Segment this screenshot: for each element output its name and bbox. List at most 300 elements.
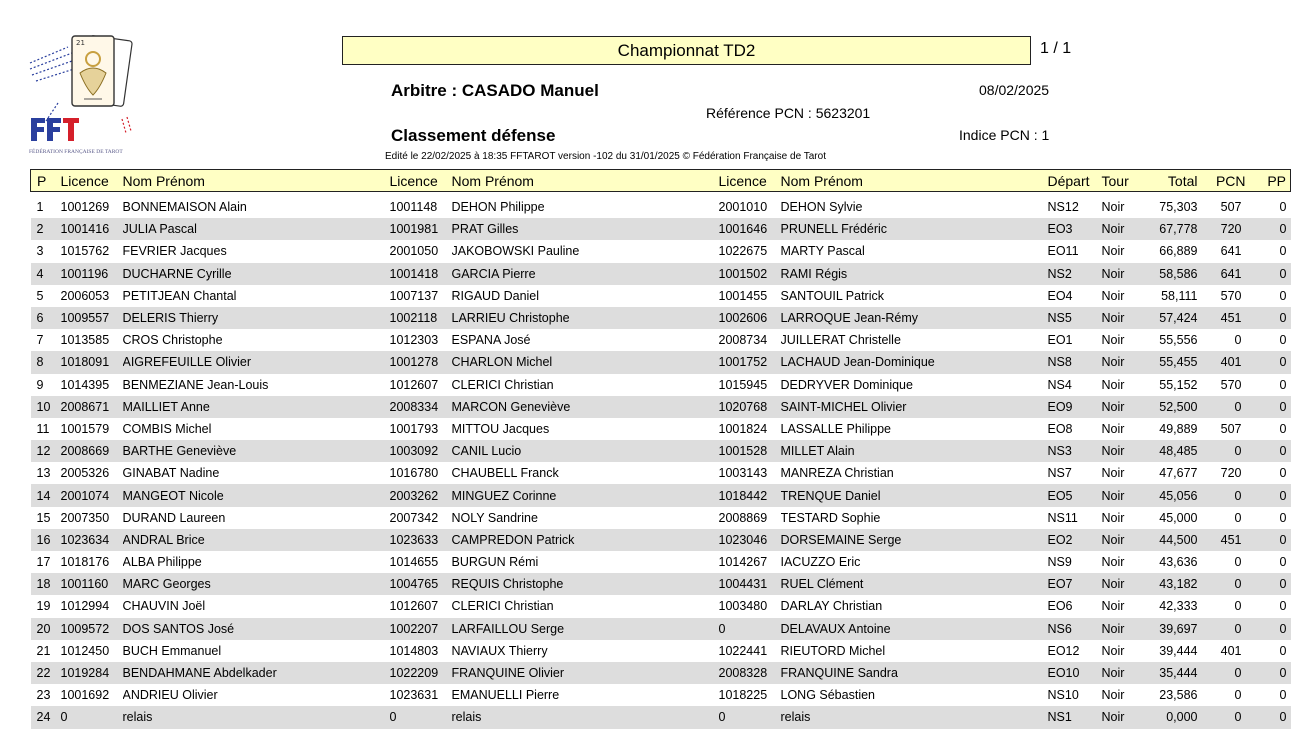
- cell-name-1: AIGREFEUILLE Olivier: [123, 351, 390, 373]
- cell-name-2: MINGUEZ Corinne: [452, 484, 719, 506]
- cell-total: 47,677: [1159, 466, 1198, 481]
- cell-depart: NS4: [1047, 377, 1072, 392]
- table-row: [31, 351, 1291, 373]
- cell-licence-3: 1004431: [719, 573, 781, 595]
- cell-pcn: 641: [1220, 244, 1242, 259]
- cell-position: 14: [31, 484, 61, 506]
- cell-position: 1: [36, 200, 44, 215]
- cell-name-1: ALBA Philippe: [122, 555, 202, 570]
- col-header-licence: Licence: [390, 170, 452, 192]
- cell-name-3: RAMI Régis: [781, 263, 1048, 285]
- cell-position: 6: [31, 307, 61, 329]
- cell-name-2: ESPANA José: [451, 333, 531, 348]
- cell-total: 57,424: [1144, 307, 1198, 329]
- cell-licence-3: 1014267: [718, 555, 768, 570]
- cell-tour: Noir: [1101, 244, 1125, 259]
- cell-licence-1: 1001196: [61, 263, 123, 285]
- cell-tour: Noir: [1102, 263, 1144, 285]
- cell-depart: EO6: [1047, 599, 1073, 614]
- cell-name-1: MARC Georges: [123, 573, 390, 595]
- cell-licence-2: 1016780: [389, 466, 439, 481]
- cell-pp: 0: [1246, 351, 1291, 373]
- cell-pp: 0: [1279, 421, 1287, 436]
- cell-name-1: ANDRAL Brice: [123, 529, 390, 551]
- table-row: [31, 218, 1291, 240]
- fft-letters: [31, 118, 79, 141]
- cell-licence-2: 1014655: [389, 555, 439, 570]
- cell-pp: 0: [1279, 510, 1287, 525]
- cell-tour: Noir: [1101, 643, 1125, 658]
- fft-logo: [28, 33, 140, 158]
- col-header-position: P: [31, 170, 61, 192]
- cell-tour: Noir: [1101, 599, 1125, 614]
- table-row: [31, 418, 1291, 440]
- cell-name-2: CLERICI Christian: [451, 377, 554, 392]
- cell-pp: 0: [1246, 484, 1291, 506]
- cell-pp: 0: [1279, 244, 1287, 259]
- cell-total: 23,586: [1159, 688, 1198, 703]
- cell-name-3: DEDRYVER Dominique: [780, 377, 913, 392]
- cell-licence-2: 1012607: [389, 377, 439, 392]
- edition-info: Edité le 22/02/2025 à 18:35 FFTAROT version -102 du 31/01/2025 © Fédération Française de Tarot: [385, 151, 826, 162]
- cell-licence-1: 2007350: [60, 510, 110, 525]
- cell-licence-3: 1018225: [718, 688, 768, 703]
- cell-licence-3: 2008869: [718, 510, 768, 525]
- cell-licence-3: 1003143: [718, 466, 768, 481]
- cell-name-3: LONG Sébastien: [780, 688, 875, 703]
- cell-licence-1: 1001416: [61, 218, 123, 240]
- referee-label: Arbitre : CASADO Manuel: [391, 81, 599, 100]
- cell-position: 7: [36, 333, 44, 348]
- cell-name-1: FEVRIER Jacques: [122, 244, 227, 259]
- table-row: [31, 285, 1291, 307]
- cell-licence-2: 1022209: [390, 662, 452, 684]
- cell-name-1: BENMEZIANE Jean-Louis: [122, 377, 269, 392]
- cell-name-3: DORSEMAINE Serge: [781, 529, 1048, 551]
- cell-position: 16: [31, 529, 61, 551]
- cell-name-3: MARTY Pascal: [780, 244, 865, 259]
- cell-depart: EO11: [1047, 244, 1079, 259]
- cell-name-2: FRANQUINE Olivier: [452, 662, 719, 684]
- cell-pcn: 507: [1220, 421, 1242, 436]
- cell-depart: NS12: [1047, 200, 1079, 215]
- cell-position: 15: [36, 510, 51, 525]
- cell-pp: 0: [1279, 599, 1287, 614]
- cell-total: 44,500: [1144, 529, 1198, 551]
- cell-name-1: BONNEMAISON Alain: [122, 200, 247, 215]
- cell-pcn: 0: [1234, 333, 1242, 348]
- logo-caption: FÉDÉRATION FRANÇAISE DE TAROT: [29, 149, 123, 155]
- cell-licence-1: 1018091: [61, 351, 123, 373]
- cell-licence-2: 0: [390, 706, 452, 728]
- cell-licence-1: 2008669: [61, 440, 123, 462]
- cell-depart: EO12: [1047, 643, 1080, 658]
- table-row: [31, 263, 1291, 285]
- cell-name-2: CHAUBELL Franck: [451, 466, 559, 481]
- col-header-depart: Départ: [1048, 170, 1102, 192]
- cell-position: 10: [31, 396, 61, 418]
- cell-total: 66,889: [1159, 244, 1198, 259]
- cell-total: 42,333: [1159, 599, 1198, 614]
- cell-name-3: MANREZA Christian: [780, 466, 894, 481]
- results-table: [30, 169, 1291, 729]
- cell-name-1: JULIA Pascal: [123, 218, 390, 240]
- cell-licence-2: 1012303: [389, 333, 439, 348]
- cell-name-2: NOLY Sandrine: [451, 510, 538, 525]
- cell-depart: EO5: [1048, 484, 1102, 506]
- cell-tour: Noir: [1101, 377, 1125, 392]
- cell-pcn: 720: [1198, 218, 1246, 240]
- cell-licence-2: 1023631: [389, 688, 439, 703]
- cell-licence-2: 1012607: [389, 599, 439, 614]
- cell-licence-3: 2008328: [719, 662, 781, 684]
- cell-position: 9: [36, 377, 44, 392]
- cell-pp: 0: [1246, 263, 1291, 285]
- cell-total: 0,000: [1144, 706, 1198, 728]
- cell-depart: EO2: [1048, 529, 1102, 551]
- cell-pp: 0: [1246, 706, 1291, 728]
- cell-licence-3: 1001528: [719, 440, 781, 462]
- cell-pp: 0: [1246, 218, 1291, 240]
- cell-pcn: 570: [1220, 288, 1242, 303]
- cell-position: 22: [31, 662, 61, 684]
- cell-licence-2: 1001793: [389, 421, 439, 436]
- cell-pcn: 401: [1198, 351, 1246, 373]
- cell-pp: 0: [1279, 643, 1287, 658]
- cell-licence-3: 1003480: [718, 599, 768, 614]
- cell-total: 67,778: [1144, 218, 1198, 240]
- cell-depart: EO7: [1048, 573, 1102, 595]
- cell-name-3: RIEUTORD Michel: [780, 643, 886, 658]
- cell-licence-3: 1001752: [719, 351, 781, 373]
- table-row: [31, 507, 1291, 529]
- cell-pcn: 0: [1234, 510, 1242, 525]
- cell-name-2: relais: [452, 706, 719, 728]
- cell-licence-3: 1018442: [719, 484, 781, 506]
- cell-total: 39,697: [1144, 618, 1198, 640]
- cell-licence-1: 1012450: [60, 643, 110, 658]
- cell-total: 52,500: [1144, 396, 1198, 418]
- cell-depart: NS7: [1047, 466, 1072, 481]
- cell-depart: EO10: [1048, 662, 1102, 684]
- cell-name-3: LARROQUE Jean-Rémy: [781, 307, 1048, 329]
- cell-name-1: CROS Christophe: [122, 333, 223, 348]
- cell-total: 39,444: [1159, 643, 1198, 658]
- cell-position: 23: [36, 688, 51, 703]
- cell-licence-2: 1007137: [389, 288, 439, 303]
- col-header-total: Total: [1144, 170, 1198, 192]
- cell-name-3: TESTARD Sophie: [780, 510, 881, 525]
- cell-total: 43,182: [1144, 573, 1198, 595]
- cell-position: 8: [31, 351, 61, 373]
- cell-depart: NS1: [1048, 706, 1102, 728]
- cell-pcn: 0: [1198, 706, 1246, 728]
- cell-pcn: 451: [1198, 529, 1246, 551]
- col-header-licence: Licence: [61, 170, 123, 192]
- cell-name-3: TRENQUE Daniel: [781, 484, 1048, 506]
- cell-depart: NS9: [1047, 555, 1072, 570]
- col-header-licence: Licence: [719, 170, 781, 192]
- cell-name-2: CANIL Lucio: [452, 440, 719, 462]
- cell-position: 18: [31, 573, 61, 595]
- cell-name-1: DELERIS Thierry: [123, 307, 390, 329]
- cell-licence-1: 1009572: [61, 618, 123, 640]
- col-header-tour: Tour: [1102, 170, 1144, 192]
- cell-name-1: MANGEOT Nicole: [123, 484, 390, 506]
- cell-pcn: 0: [1198, 662, 1246, 684]
- table-header-row: [31, 170, 1291, 192]
- cell-tour: Noir: [1101, 510, 1125, 525]
- cell-licence-1: 1018176: [60, 555, 110, 570]
- ranking-title: Classement défense: [391, 126, 556, 145]
- cell-tour: Noir: [1101, 288, 1125, 303]
- cell-pcn: 0: [1234, 555, 1242, 570]
- cell-name-1: BENDAHMANE Abdelkader: [123, 662, 390, 684]
- cell-pp: 0: [1279, 200, 1287, 215]
- table-row: [31, 440, 1291, 462]
- cell-pp: 0: [1246, 573, 1291, 595]
- cell-name-1: BUCH Emmanuel: [122, 643, 222, 658]
- cell-name-3: MILLET Alain: [781, 440, 1048, 462]
- table-row: [31, 640, 1291, 662]
- cell-name-3: relais: [781, 706, 1048, 728]
- cell-name-2: NAVIAUX Thierry: [451, 643, 548, 658]
- cell-pcn: 641: [1198, 263, 1246, 285]
- cell-licence-1: 2006053: [60, 288, 110, 303]
- cell-licence-3: 1001502: [719, 263, 781, 285]
- cell-name-3: SAINT-MICHEL Olivier: [781, 396, 1048, 418]
- cell-pcn: 0: [1234, 688, 1242, 703]
- cell-licence-3: 1022675: [718, 244, 768, 259]
- cell-tour: Noir: [1101, 688, 1125, 703]
- cell-name-3: LACHAUD Jean-Dominique: [781, 351, 1048, 373]
- cell-pp: 0: [1279, 333, 1287, 348]
- cell-position: 5: [36, 288, 44, 303]
- cell-licence-1: 1019284: [61, 662, 123, 684]
- cell-licence-3: 2001010: [718, 200, 768, 215]
- cell-depart: NS8: [1048, 351, 1102, 373]
- cell-licence-2: 1001981: [390, 218, 452, 240]
- cell-licence-2: 1001418: [390, 263, 452, 285]
- cell-position: 12: [31, 440, 61, 462]
- page-number: 1 / 1: [1040, 40, 1072, 57]
- cell-name-2: CAMPREDON Patrick: [452, 529, 719, 551]
- cell-name-2: REQUIS Christophe: [452, 573, 719, 595]
- cell-licence-3: 0: [719, 618, 781, 640]
- cell-licence-3: 1023046: [719, 529, 781, 551]
- cell-licence-2: 1023633: [390, 529, 452, 551]
- cell-name-1: DOS SANTOS José: [123, 618, 390, 640]
- cell-name-1: GINABAT Nadine: [122, 466, 220, 481]
- cell-name-3: PRUNELL Frédéric: [781, 218, 1048, 240]
- cell-licence-1: 2001074: [61, 484, 123, 506]
- cell-name-1: CHAUVIN Joël: [122, 599, 206, 614]
- cell-position: 13: [36, 466, 51, 481]
- cell-name-1: COMBIS Michel: [122, 421, 212, 436]
- cell-depart: EO3: [1048, 218, 1102, 240]
- table-row: [31, 706, 1291, 728]
- tarot-card-icon: [72, 35, 132, 106]
- cell-licence-3: 1015945: [718, 377, 768, 392]
- cell-licence-1: 1001579: [60, 421, 110, 436]
- table-row: [31, 529, 1291, 551]
- cell-name-3: IACUZZO Eric: [780, 555, 861, 570]
- cell-licence-1: 2008671: [61, 396, 123, 418]
- cell-licence-3: 1020768: [719, 396, 781, 418]
- cell-licence-2: 1001278: [390, 351, 452, 373]
- cell-licence-2: 2007342: [389, 510, 439, 525]
- cell-pcn: 451: [1198, 307, 1246, 329]
- pcn-index: Indice PCN : 1: [959, 127, 1050, 143]
- cell-licence-3: 1022441: [718, 643, 768, 658]
- cell-tour: Noir: [1102, 706, 1144, 728]
- cell-pcn: 0: [1234, 599, 1242, 614]
- cell-licence-3: 1001646: [719, 218, 781, 240]
- cell-name-1: DUCHARNE Cyrille: [123, 263, 390, 285]
- table-row: [31, 192, 1291, 219]
- cell-pp: 0: [1279, 377, 1287, 392]
- table-row: [31, 551, 1291, 573]
- cell-tour: Noir: [1101, 200, 1125, 215]
- cell-name-3: DEHON Sylvie: [780, 200, 863, 215]
- col-header-pp: PP: [1246, 170, 1291, 192]
- cell-licence-2: 1004765: [390, 573, 452, 595]
- cell-depart: EO1: [1047, 333, 1073, 348]
- cell-licence-3: 1001455: [718, 288, 768, 303]
- cell-tour: Noir: [1102, 396, 1144, 418]
- cell-total: 55,152: [1159, 377, 1198, 392]
- cell-name-1: BARTHE Geneviève: [123, 440, 390, 462]
- cell-total: 58,586: [1144, 263, 1198, 285]
- cell-tour: Noir: [1101, 421, 1125, 436]
- cell-tour: Noir: [1102, 484, 1144, 506]
- cell-pp: 0: [1246, 662, 1291, 684]
- cell-name-2: PRAT Gilles: [452, 218, 719, 240]
- cell-name-2: MITTOU Jacques: [451, 421, 550, 436]
- cell-depart: NS10: [1047, 688, 1079, 703]
- cell-total: 49,889: [1159, 421, 1198, 436]
- cell-name-2: JAKOBOWSKI Pauline: [451, 244, 580, 259]
- cell-licence-2: 2001050: [389, 244, 439, 259]
- cell-name-2: EMANUELLI Pierre: [451, 688, 560, 703]
- cell-name-2: CHARLON Michel: [452, 351, 719, 373]
- table-row: [31, 618, 1291, 640]
- cell-licence-1: 1012994: [60, 599, 110, 614]
- cell-pp: 0: [1246, 440, 1291, 462]
- cell-total: 35,444: [1144, 662, 1198, 684]
- cell-pcn: 0: [1198, 396, 1246, 418]
- cell-tour: Noir: [1101, 333, 1125, 348]
- cell-licence-1: 1014395: [60, 377, 110, 392]
- cell-total: 55,455: [1144, 351, 1198, 373]
- cell-tour: Noir: [1102, 529, 1144, 551]
- cell-depart: NS5: [1048, 307, 1102, 329]
- cell-name-3: FRANQUINE Sandra: [781, 662, 1048, 684]
- cell-depart: NS3: [1048, 440, 1102, 462]
- cell-name-3: SANTOUIL Patrick: [780, 288, 884, 303]
- table-row: [31, 462, 1291, 484]
- cell-position: 24: [31, 706, 61, 728]
- cell-licence-2: 1002207: [390, 618, 452, 640]
- cell-licence-1: 1001269: [60, 200, 110, 215]
- cell-pp: 0: [1246, 396, 1291, 418]
- cell-licence-2: 1002118: [390, 307, 452, 329]
- table-row: [31, 662, 1291, 684]
- cell-licence-1: 1009557: [61, 307, 123, 329]
- cell-total: 45,056: [1144, 484, 1198, 506]
- event-date: 08/02/2025: [979, 82, 1050, 98]
- cell-position: 19: [36, 599, 51, 614]
- svg-text:21: 21: [76, 39, 85, 47]
- cell-depart: EO9: [1048, 396, 1102, 418]
- col-header-name: Nom Prénom: [123, 170, 390, 192]
- table-row: [31, 484, 1291, 506]
- cell-tour: Noir: [1102, 218, 1144, 240]
- cell-depart: NS11: [1047, 510, 1078, 525]
- cell-name-2: RIGAUD Daniel: [451, 288, 540, 303]
- cell-name-2: MARCON Geneviève: [452, 396, 719, 418]
- cell-name-1: PETITJEAN Chantal: [122, 288, 237, 303]
- cell-position: 21: [36, 643, 51, 658]
- cell-licence-1: 1013585: [60, 333, 110, 348]
- cell-position: 20: [31, 618, 61, 640]
- cell-name-2: DEHON Philippe: [451, 200, 545, 215]
- cell-tour: Noir: [1102, 618, 1144, 640]
- cell-depart: EO4: [1047, 288, 1073, 303]
- cell-name-1: DURAND Laureen: [122, 510, 226, 525]
- cell-licence-2: 1001148: [389, 200, 438, 215]
- cell-licence-1: 0: [61, 706, 123, 728]
- table-row: [31, 595, 1291, 617]
- col-header-name: Nom Prénom: [452, 170, 719, 192]
- cell-pp: 0: [1246, 618, 1291, 640]
- cell-depart: EO8: [1047, 421, 1073, 436]
- pcn-reference: Référence PCN : 5623201: [706, 105, 871, 121]
- table-row: [31, 396, 1291, 418]
- cell-pcn: 0: [1198, 440, 1246, 462]
- cell-position: 4: [31, 263, 61, 285]
- cell-name-1: relais: [123, 706, 390, 728]
- cell-position: 11: [36, 421, 50, 436]
- cell-tour: Noir: [1102, 307, 1144, 329]
- cell-name-2: LARFAILLOU Serge: [452, 618, 719, 640]
- cell-total: 48,485: [1144, 440, 1198, 462]
- table-row: [31, 684, 1291, 706]
- cell-name-3: JUILLERAT Christelle: [780, 333, 901, 348]
- cell-total: 55,556: [1159, 333, 1198, 348]
- cell-pcn: 0: [1198, 618, 1246, 640]
- cell-tour: Noir: [1101, 466, 1125, 481]
- cell-licence-2: 1014803: [389, 643, 439, 658]
- cell-tour: Noir: [1102, 662, 1144, 684]
- table-row: [31, 307, 1291, 329]
- cell-position: 2: [31, 218, 61, 240]
- cell-licence-2: 1003092: [390, 440, 452, 462]
- cell-total: 58,111: [1161, 288, 1198, 303]
- cell-pp: 0: [1279, 466, 1287, 481]
- table-row: [31, 573, 1291, 595]
- cell-pp: 0: [1279, 288, 1287, 303]
- cell-position: 17: [36, 555, 51, 570]
- col-header-name: Nom Prénom: [781, 170, 1048, 192]
- cell-pcn: 401: [1220, 643, 1242, 658]
- cell-pcn: 570: [1220, 377, 1242, 392]
- table-row: [31, 240, 1291, 262]
- cell-pcn: 0: [1198, 573, 1246, 595]
- cell-pp: 0: [1246, 529, 1291, 551]
- cell-licence-1: 2005326: [60, 466, 110, 481]
- cell-name-3: RUEL Clément: [781, 573, 1048, 595]
